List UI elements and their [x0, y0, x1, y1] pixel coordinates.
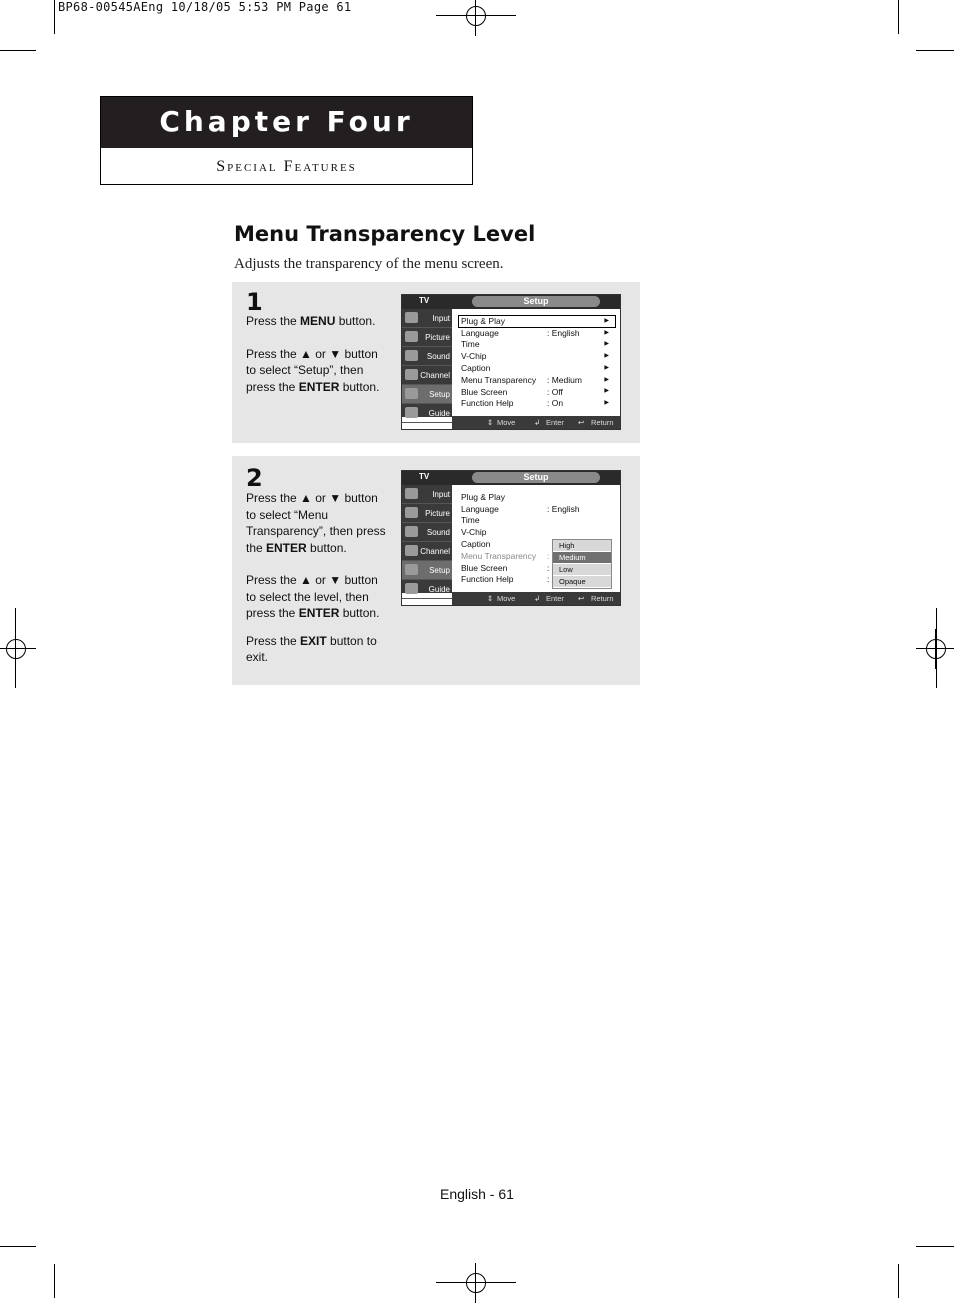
- osd-row: Function Help :: [461, 574, 550, 584]
- sound-icon: [405, 350, 418, 361]
- dropdown-option-selected: Medium: [553, 552, 611, 564]
- crop-mark: [0, 50, 36, 51]
- osd-sidebar-item: Channel: [402, 366, 452, 385]
- osd-sidebar-item: Guide: [402, 404, 452, 423]
- crop-mark: [916, 1246, 954, 1247]
- osd-menu-title: Setup: [472, 296, 600, 307]
- step-number: 2: [246, 464, 263, 492]
- picture-icon: [405, 507, 418, 518]
- osd-sidebar-item: Sound: [402, 347, 452, 366]
- page-number: English - 61: [440, 1186, 514, 1202]
- osd-tv-label: TV: [419, 472, 430, 481]
- crop-mark: [916, 50, 954, 51]
- osd-tv-label: TV: [419, 296, 430, 305]
- osd-sidebar-item: Channel: [402, 542, 452, 561]
- osd-row: V-Chip: [461, 351, 487, 361]
- osd-sidebar-item: Sound: [402, 523, 452, 542]
- osd-row: Language : English: [461, 327, 580, 338]
- dropdown-option: Opaque: [553, 576, 611, 588]
- chapter-subtitle: Special Features: [216, 158, 357, 175]
- instruction: Press the MENU button.: [246, 314, 376, 328]
- osd-row: Time: [461, 339, 480, 349]
- crop-mark: [898, 1264, 899, 1298]
- input-icon: [405, 488, 418, 499]
- osd-row: Blue Screen :: [461, 562, 550, 573]
- right-arrow-icon: ▶: [604, 388, 609, 394]
- channel-icon: [405, 545, 418, 556]
- crop-mark: [54, 1264, 55, 1298]
- chapter-header: [100, 96, 473, 185]
- osd-sidebar-item: Input: [402, 309, 452, 328]
- registration-mark: [456, 0, 496, 36]
- right-arrow-icon: ▶: [604, 318, 609, 324]
- osd-row: Language : English: [461, 503, 580, 514]
- step-2-panel: [232, 456, 640, 685]
- instruction: Press the ▲ or ▼ button to select the level, then press the ENTER button.: [246, 573, 380, 620]
- right-arrow-icon: ▶: [604, 377, 609, 383]
- osd-row: Blue Screen : Off: [461, 386, 563, 397]
- instruction: Press the ▲ or ▼ button to select “Menu Transparency”, then press the ENTER button.: [246, 491, 386, 555]
- osd-row: Menu Transparency : Medium: [461, 375, 582, 385]
- instruction: Press the ▲ or ▼ button to select “Setup”, then press the ENTER button.: [246, 346, 380, 394]
- osd-row: Time: [461, 515, 480, 525]
- crop-mark: [54, 0, 55, 34]
- osd-sidebar: [402, 485, 452, 593]
- osd-row: Caption: [461, 539, 491, 549]
- osd-row: Caption: [461, 363, 491, 373]
- osd-row: Menu Transparency :: [461, 551, 550, 561]
- guide-icon: [405, 583, 418, 594]
- osd-row: V-Chip: [461, 527, 487, 537]
- move-icon: ⇕: [487, 594, 494, 603]
- osd-screen-1: [401, 294, 621, 430]
- setup-icon: [405, 564, 418, 575]
- osd-row: Plug & Play: [461, 316, 505, 326]
- right-arrow-icon: ▶: [604, 330, 609, 336]
- crop-mark: [898, 0, 899, 34]
- enter-icon: ↲: [534, 594, 541, 603]
- right-arrow-icon: ▶: [604, 365, 609, 371]
- registration-mark: [456, 1263, 496, 1303]
- picture-icon: [405, 331, 418, 342]
- osd-menu-body: [452, 309, 620, 417]
- step-number: 1: [246, 288, 263, 316]
- osd-menu-body: [452, 485, 620, 593]
- instruction: Press the EXIT button to exit.: [246, 633, 377, 664]
- section-subtitle: Adjusts the transparency of the menu screen.: [234, 256, 504, 272]
- print-slug: BP68-00545AEng 10/18/05 5:53 PM Page 61: [58, 0, 352, 14]
- section-title: Menu Transparency Level: [234, 222, 536, 246]
- registration-mark: [916, 629, 954, 669]
- osd-footer: ⇕ Move ↲ Enter ↩ Return: [452, 416, 620, 429]
- osd-sidebar-item: Input: [402, 485, 452, 504]
- step-instructions: [246, 490, 388, 682]
- input-icon: [405, 312, 418, 323]
- osd-row: Plug & Play: [461, 492, 505, 502]
- dropdown-option: High: [553, 540, 611, 552]
- osd-sidebar-item: Setup: [402, 561, 452, 580]
- osd-sidebar-item: Guide: [402, 580, 452, 599]
- enter-icon: ↲: [534, 418, 541, 427]
- dropdown-option: Low: [553, 564, 611, 576]
- registration-mark: [0, 629, 36, 669]
- step-1-panel: [232, 282, 640, 443]
- guide-icon: [405, 407, 418, 418]
- osd-screen-2: [401, 470, 621, 606]
- step-instructions: [246, 313, 386, 411]
- chapter-title: Chapter Four: [101, 97, 472, 148]
- osd-row: Function Help : On: [461, 398, 564, 408]
- osd-menu-title: Setup: [472, 472, 600, 483]
- transparency-dropdown: [552, 539, 612, 589]
- osd-sidebar-item: Setup: [402, 385, 452, 404]
- osd-footer: ⇕ Move ↲ Enter ↩ Return: [452, 592, 620, 605]
- osd-sidebar-item: Picture: [402, 328, 452, 347]
- move-icon: ⇕: [487, 418, 494, 427]
- right-arrow-icon: ▶: [604, 341, 609, 347]
- right-arrow-icon: ▶: [604, 353, 609, 359]
- osd-sidebar: [402, 309, 452, 417]
- channel-icon: [405, 369, 418, 380]
- osd-sidebar-item: Picture: [402, 504, 452, 523]
- sound-icon: [405, 526, 418, 537]
- return-icon: ↩: [578, 418, 585, 427]
- setup-icon: [405, 388, 418, 399]
- crop-mark: [0, 1246, 36, 1247]
- return-icon: ↩: [578, 594, 585, 603]
- right-arrow-icon: ▶: [604, 400, 609, 406]
